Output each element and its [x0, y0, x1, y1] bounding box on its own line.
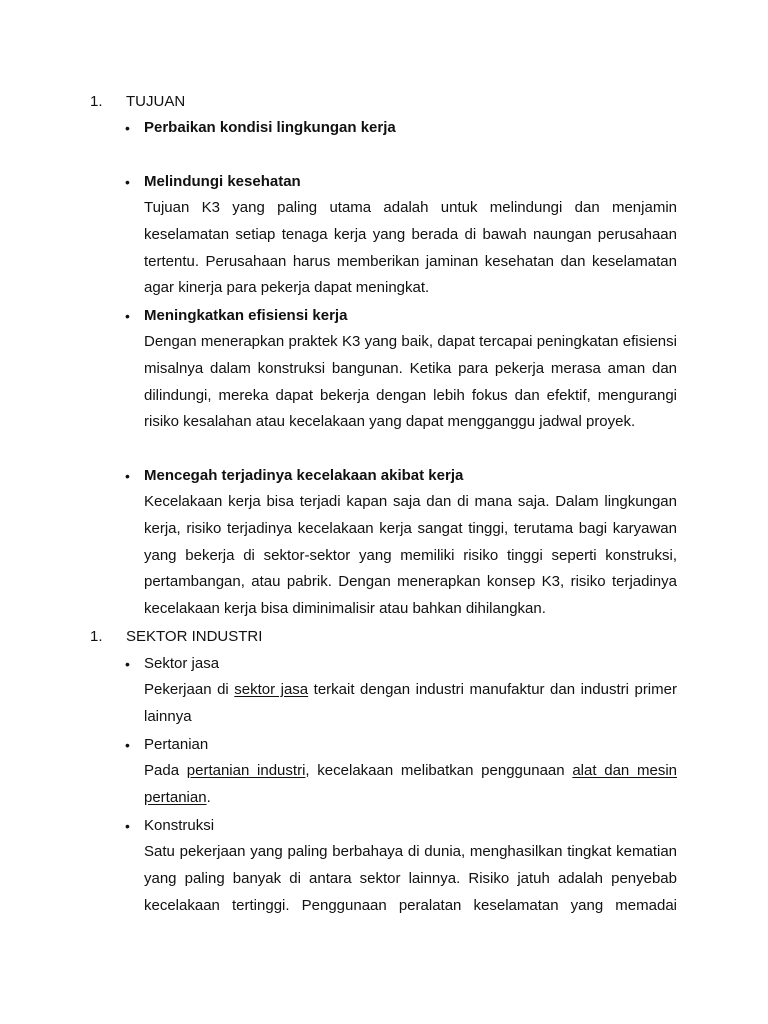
item-body	[144, 758, 677, 812]
bullet-icon: •	[125, 174, 130, 190]
section-title-sektor-industri: SEKTOR INDUSTRI	[126, 628, 263, 645]
section-number: 1.	[90, 93, 103, 110]
bullet-icon: •	[125, 818, 130, 834]
item-heading: Sektor jasa	[144, 655, 220, 672]
item-body: Kecelakaan kerja bisa terjadi kapan saja dan di mana saja. Dalam lingkungan kerja, risiko terjadinya kecelakaan kerja sangat tinggi, terutama bagi karyawan yang bekerja di sektor-sektor yang memiliki risiko tinggi seperti konstruksi, pertambangan, atau pabrik. Dengan menerapkan konsep K3, risiko terjadinya kecelakaan kerja bisa diminimalisir atau bahkan dihilangkan.	[144, 493, 677, 618]
item-heading: Meningkatkan efisiensi kerja	[144, 307, 348, 324]
bullet-icon: •	[125, 308, 130, 324]
alat-mesin-pertanian-link[interactable]: alat dan mesin pertanian	[144, 762, 678, 806]
body-text: , kecelakaan melibatkan penggunaan	[305, 762, 573, 779]
item-heading: Pertanian	[144, 736, 209, 753]
item-heading: Melindungi kesehatan	[144, 173, 301, 190]
item-body: Dengan menerapkan praktek K3 yang baik, dapat tercapai peningkatan efisiensi misalnya dalam konstruksi bangunan. Ketika para pekerja merasa aman dan dilindungi, mereka dapat bekerja dengan lebih fokus dan efektif, mengurangi risiko kesalahan atau kecelakaan yang dapat mengganggu jadwal proyek.	[144, 333, 677, 431]
bullet-icon: •	[125, 737, 130, 753]
body-text: Pekerjaan di	[144, 681, 235, 698]
item-heading: Perbaikan kondisi lingkungan kerja	[144, 119, 396, 136]
body-text: Pada	[144, 762, 187, 779]
item-heading: Mencegah terjadinya kecelakaan akibat kerja	[144, 467, 464, 484]
section-number: 1.	[90, 628, 103, 645]
item-body: Tujuan K3 yang paling utama adalah untuk melindungi dan menjamin keselamatan setiap tenaga kerja yang berada di bawah naungan perusahaan tertentu. Perusahaan harus memberikan jaminan kesehatan dan keselamatan agar kinerja para pekerja dapat meningkat.	[144, 199, 677, 297]
bullet-icon: •	[125, 656, 130, 672]
body-text: terkait dengan industri manufaktur dan industri primer lainnya	[144, 681, 677, 725]
body-text: .	[206, 788, 211, 806]
section-title-tujuan: TUJUAN	[126, 93, 186, 110]
item-body	[144, 677, 677, 731]
sektor-jasa-link[interactable]: sektor jasa	[234, 681, 309, 698]
bullet-icon: •	[125, 468, 130, 484]
bullet-icon: •	[125, 120, 130, 136]
item-heading: Konstruksi	[144, 817, 215, 834]
pertanian-industri-link[interactable]: pertanian industri	[186, 762, 306, 779]
item-body: Satu pekerjaan yang paling berbahaya di dunia, menghasilkan tingkat kematian yang paling banyak di antara sektor lainnya. Risiko jatuh adalah penyebab kecelakaan tertinggi. Penggunaan peralatan keselamatan yang memadai	[144, 843, 677, 914]
